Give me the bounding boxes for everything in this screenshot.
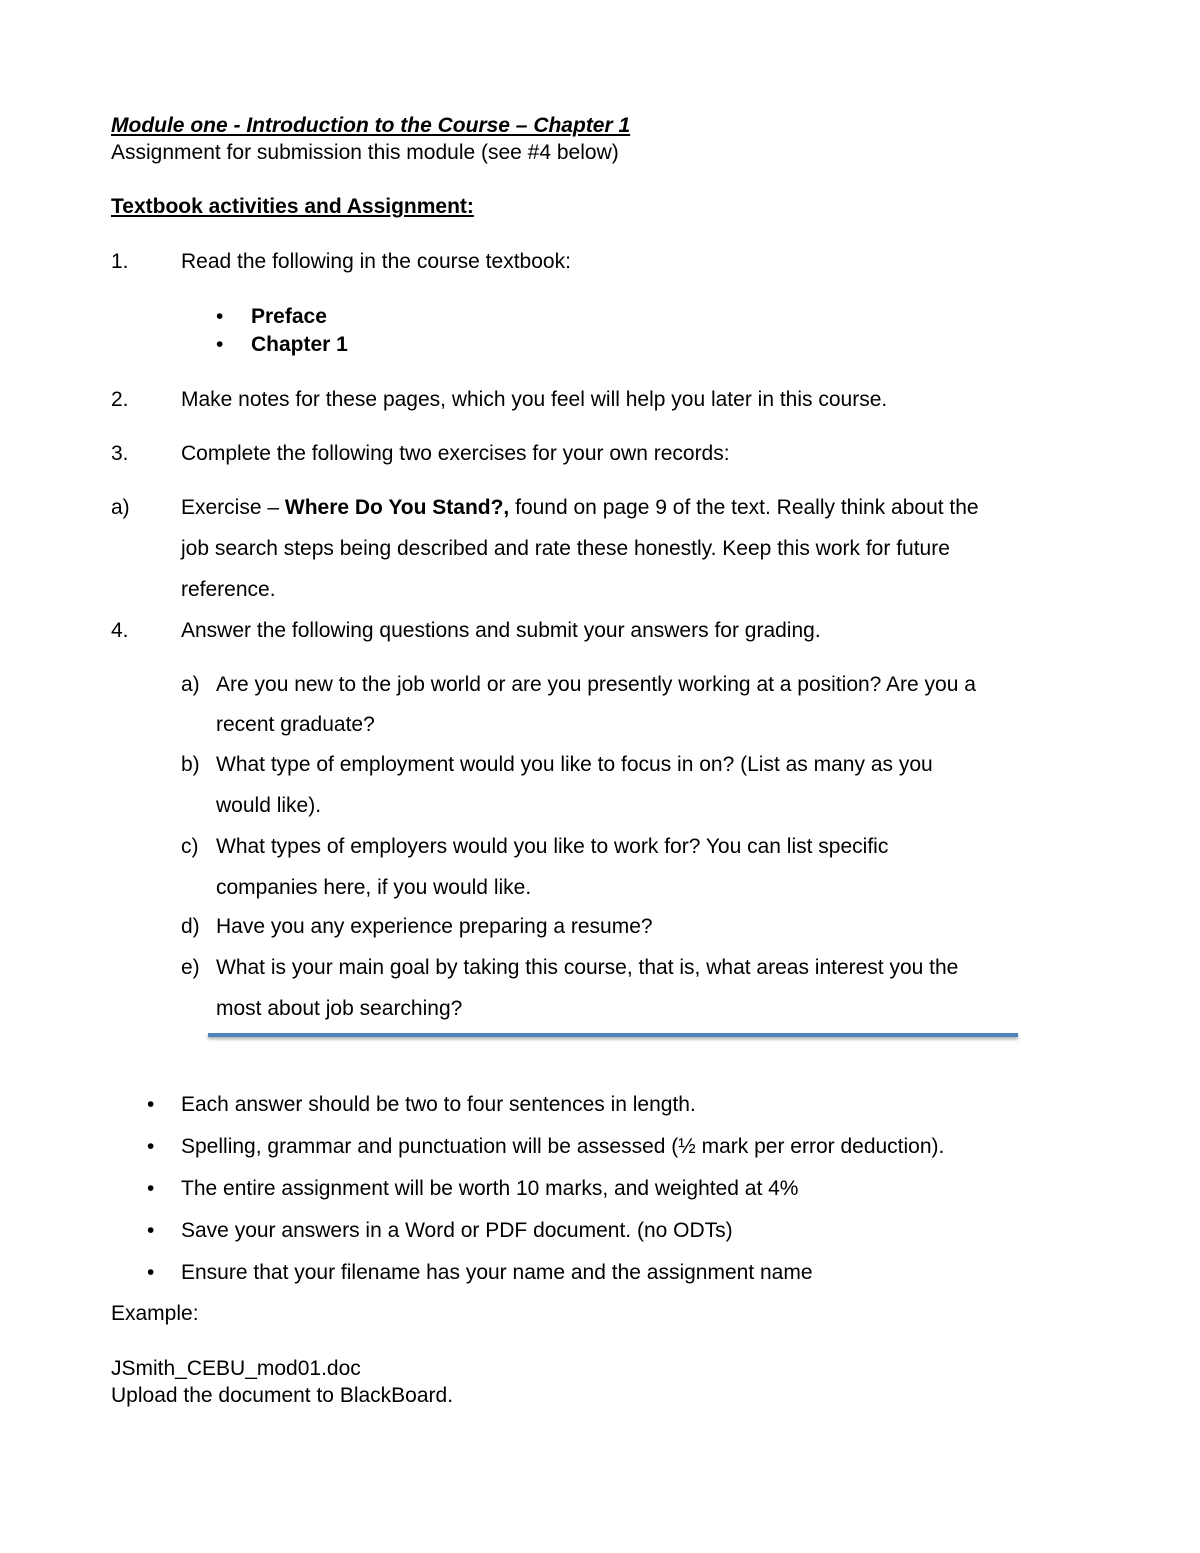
module-title: Module one - Introduction to the Course – Chapter 1	[111, 114, 631, 137]
step-number: 1.	[111, 250, 129, 273]
question-label: b)	[181, 753, 200, 776]
step-number: a)	[111, 496, 130, 519]
example-label: Example:	[111, 1302, 199, 1325]
question-text: most about job searching?	[216, 997, 463, 1020]
question-text: What type of employment would you like to focus in on? (List as many as you	[216, 753, 933, 776]
bullet-icon: •	[147, 1177, 155, 1200]
question-text: What types of employers would you like to work for? You can list specific	[216, 835, 889, 858]
question-text: recent graduate?	[216, 713, 375, 736]
section-divider	[208, 1033, 1018, 1037]
section-heading: Textbook activities and Assignment:	[111, 195, 474, 218]
reading-item: Preface	[251, 305, 327, 328]
rule-item: Save your answers in a Word or PDF document. (no ODTs)	[181, 1219, 733, 1242]
step-number: 2.	[111, 388, 129, 411]
rule-item: Ensure that your filename has your name and the assignment name	[181, 1261, 813, 1284]
question-text: Are you new to the job world or are you presently working at a position? Are you a	[216, 673, 976, 696]
question-label: d)	[181, 915, 200, 938]
question-label: c)	[181, 835, 199, 858]
step-text: Make notes for these pages, which you feel will help you later in this course.	[181, 388, 888, 411]
exercise-line	[181, 494, 979, 522]
step-number: 3.	[111, 442, 129, 465]
bullet-icon: •	[147, 1093, 155, 1116]
bullet-icon: •	[216, 333, 224, 356]
question-text: Have you any experience preparing a resume?	[216, 915, 653, 938]
question-label: a)	[181, 673, 200, 696]
bullet-icon: •	[147, 1219, 155, 1242]
exercise-continuation: job search steps being described and rate these honestly. Keep this work for future	[181, 537, 950, 560]
step-text: Read the following in the course textbook:	[181, 250, 571, 273]
rule-item: Each answer should be two to four sentences in length.	[181, 1093, 696, 1116]
rule-item: Spelling, grammar and punctuation will be assessed (½ mark per error deduction).	[181, 1135, 945, 1158]
step-text: Complete the following two exercises for your own records:	[181, 442, 730, 465]
reading-item: Chapter 1	[251, 333, 348, 356]
bullet-icon: •	[147, 1261, 155, 1284]
example-filename: JSmith_CEBU_mod01.doc	[111, 1357, 361, 1380]
bullet-icon: •	[147, 1135, 155, 1158]
exercise-name: Where Do You Stand?,	[284, 496, 510, 519]
exercise-suffix: found on page 9 of the text. Really think about the	[509, 496, 979, 519]
question-text: companies here, if you would like.	[216, 876, 532, 899]
exercise-continuation: reference.	[181, 578, 276, 601]
step-text: Answer the following questions and submit your answers for grading.	[181, 619, 821, 642]
step-number: 4.	[111, 619, 129, 642]
question-label: e)	[181, 956, 200, 979]
upload-note: Upload the document to BlackBoard.	[111, 1384, 454, 1407]
bullet-icon: •	[216, 305, 224, 328]
exercise-prefix: Exercise –	[181, 496, 285, 519]
question-text: would like).	[216, 794, 322, 817]
question-text: What is your main goal by taking this course, that is, what areas interest you the	[216, 956, 959, 979]
module-subtitle: Assignment for submission this module (see #4 below)	[111, 141, 619, 164]
rule-item: The entire assignment will be worth 10 marks, and weighted at 4%	[181, 1177, 799, 1200]
